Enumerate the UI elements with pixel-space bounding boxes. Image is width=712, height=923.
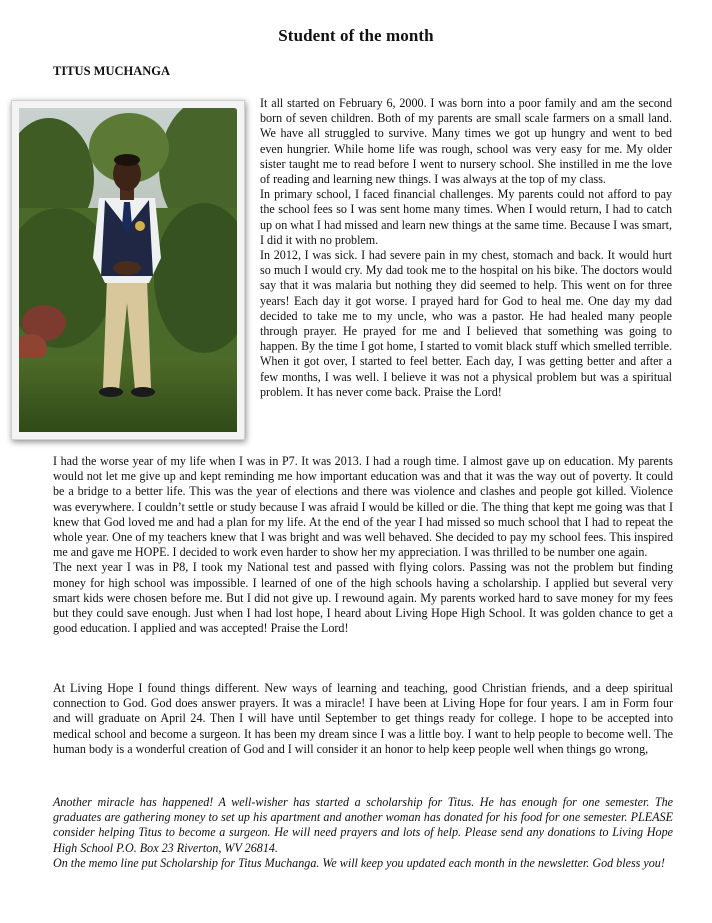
story-right-column bbox=[260, 96, 672, 400]
story-full-width-block bbox=[53, 454, 673, 636]
story-paragraph: In primary school, I faced financial challenges. My parents could not afford to pay the school fees so I was sent home many times. When I would return, I had to catch up on what I had missed and learn new things at the same time. Because I was smart, I did it with no problem. bbox=[260, 187, 672, 247]
donation-appeal bbox=[53, 795, 673, 871]
story-paragraph: The next year I was in P8, I took my National test and passed with flying colors. Passing was not the problem but finding money for high school was impossible. I learned of one of the high schools having a scholarship. I applied but several very smart kids were chosen before me. But I did not give up. I rewound again. My parents worked hard to save money for my fees but they could save enough. Just when I had lost hope, I heard about Living Hope High School. It was golden chance to get a good education. I applied and was accepted! Praise the Lord! bbox=[53, 560, 673, 636]
appeal-paragraph: Another miracle has happened! A well-wisher has started a scholarship for Titus. He has enough for one semester. The graduates are gathering money to set up his apartment and another woman has donated for his food for one semester. PLEASE consider helping Titus to become a surgeon. He will need prayers and lots of help. Please send any donations to Living Hope High School P.O. Box 23 Riverton, WV 26814. bbox=[53, 795, 673, 855]
student-portrait-photo bbox=[19, 108, 237, 432]
page-title: Student of the month bbox=[278, 26, 434, 45]
story-paragraph: It all started on February 6, 2000. I was born into a poor family and am the second born of seven children. Both of my parents are small scale farmers on a small land. We have all struggled to survive. Many times we got up hungry and went to bed even hungrier. While home life was rough, school was very easy for me. My older sister taught me to read before I went to nursery school. She instilled in me the love of reading and learning new things. I was always at the top of my class. bbox=[260, 96, 672, 187]
story-paragraph: At Living Hope I found things different. New ways of learning and teaching, good Christian friends, and a deep spiritual connection to God. God does answer prayers. It was a miracle! I have been at Living Hope for four years. I am in Form four and will graduate on April 24. Then I will have until September to get things ready for college. I hope to be accepted into medical school and become a surgeon. It has been my dream since I was a little boy. I want to help people to become well. The human body is a wonderful creation of God and I will consider it an honor to help keep people well when things go wrong, bbox=[53, 681, 673, 756]
student-name: TITUS MUCHANGA bbox=[53, 64, 171, 78]
story-paragraph: In 2012, I was sick. I had severe pain in my chest, stomach and back. It would hurt so much I would cry. My dad took me to the hospital on his bike. The doctors would say that it was malaria but nothing they did seemed to help. This went on for three years! Each day it got worse. I prayed hard for God to heal me. One day my dad decided to take me to my uncle, who was a pastor. He had healed many people through prayer. He prayed for me and I believed that something was going to happen. By the time I got home, I started to vomit black stuff which smelled terrible. When it got over, I started to feel better. Each day, I was getting better and after a few months, I was well. I believe it was not a physical problem but was a spiritual problem. It has never come back. Praise the Lord! bbox=[260, 248, 672, 399]
story-full-width-block-2 bbox=[53, 681, 673, 757]
appeal-paragraph: On the memo line put Scholarship for Titus Muchanga. We will keep you updated each month in the newsletter. God bless you! bbox=[53, 855, 665, 870]
student-photo bbox=[11, 100, 245, 440]
story-paragraph: I had the worse year of my life when I was in P7. It was 2013. I had a rough time. I almost gave up on education. My parents would not let me give up and kept reminding me how important education was and that it was the way out of poverty. It could be a bridge to a better life. This was the year of elections and there was violence and clashes and people got killed. Violence was everywhere. I couldn’t settle or study because I was afraid I would be killed or die. The thing that kept me going was that I knew that God loved me and had a plan for my life. At the end of the year I had missed so much school that I had to repeat the whole year. One of my teachers knew that I was bright and was well behaved. She decided to pay my school fees. This inspired me and gave me HOPE. I decided to work even harder to show her my appreciation. I was thrilled to be number one again. bbox=[53, 454, 673, 560]
